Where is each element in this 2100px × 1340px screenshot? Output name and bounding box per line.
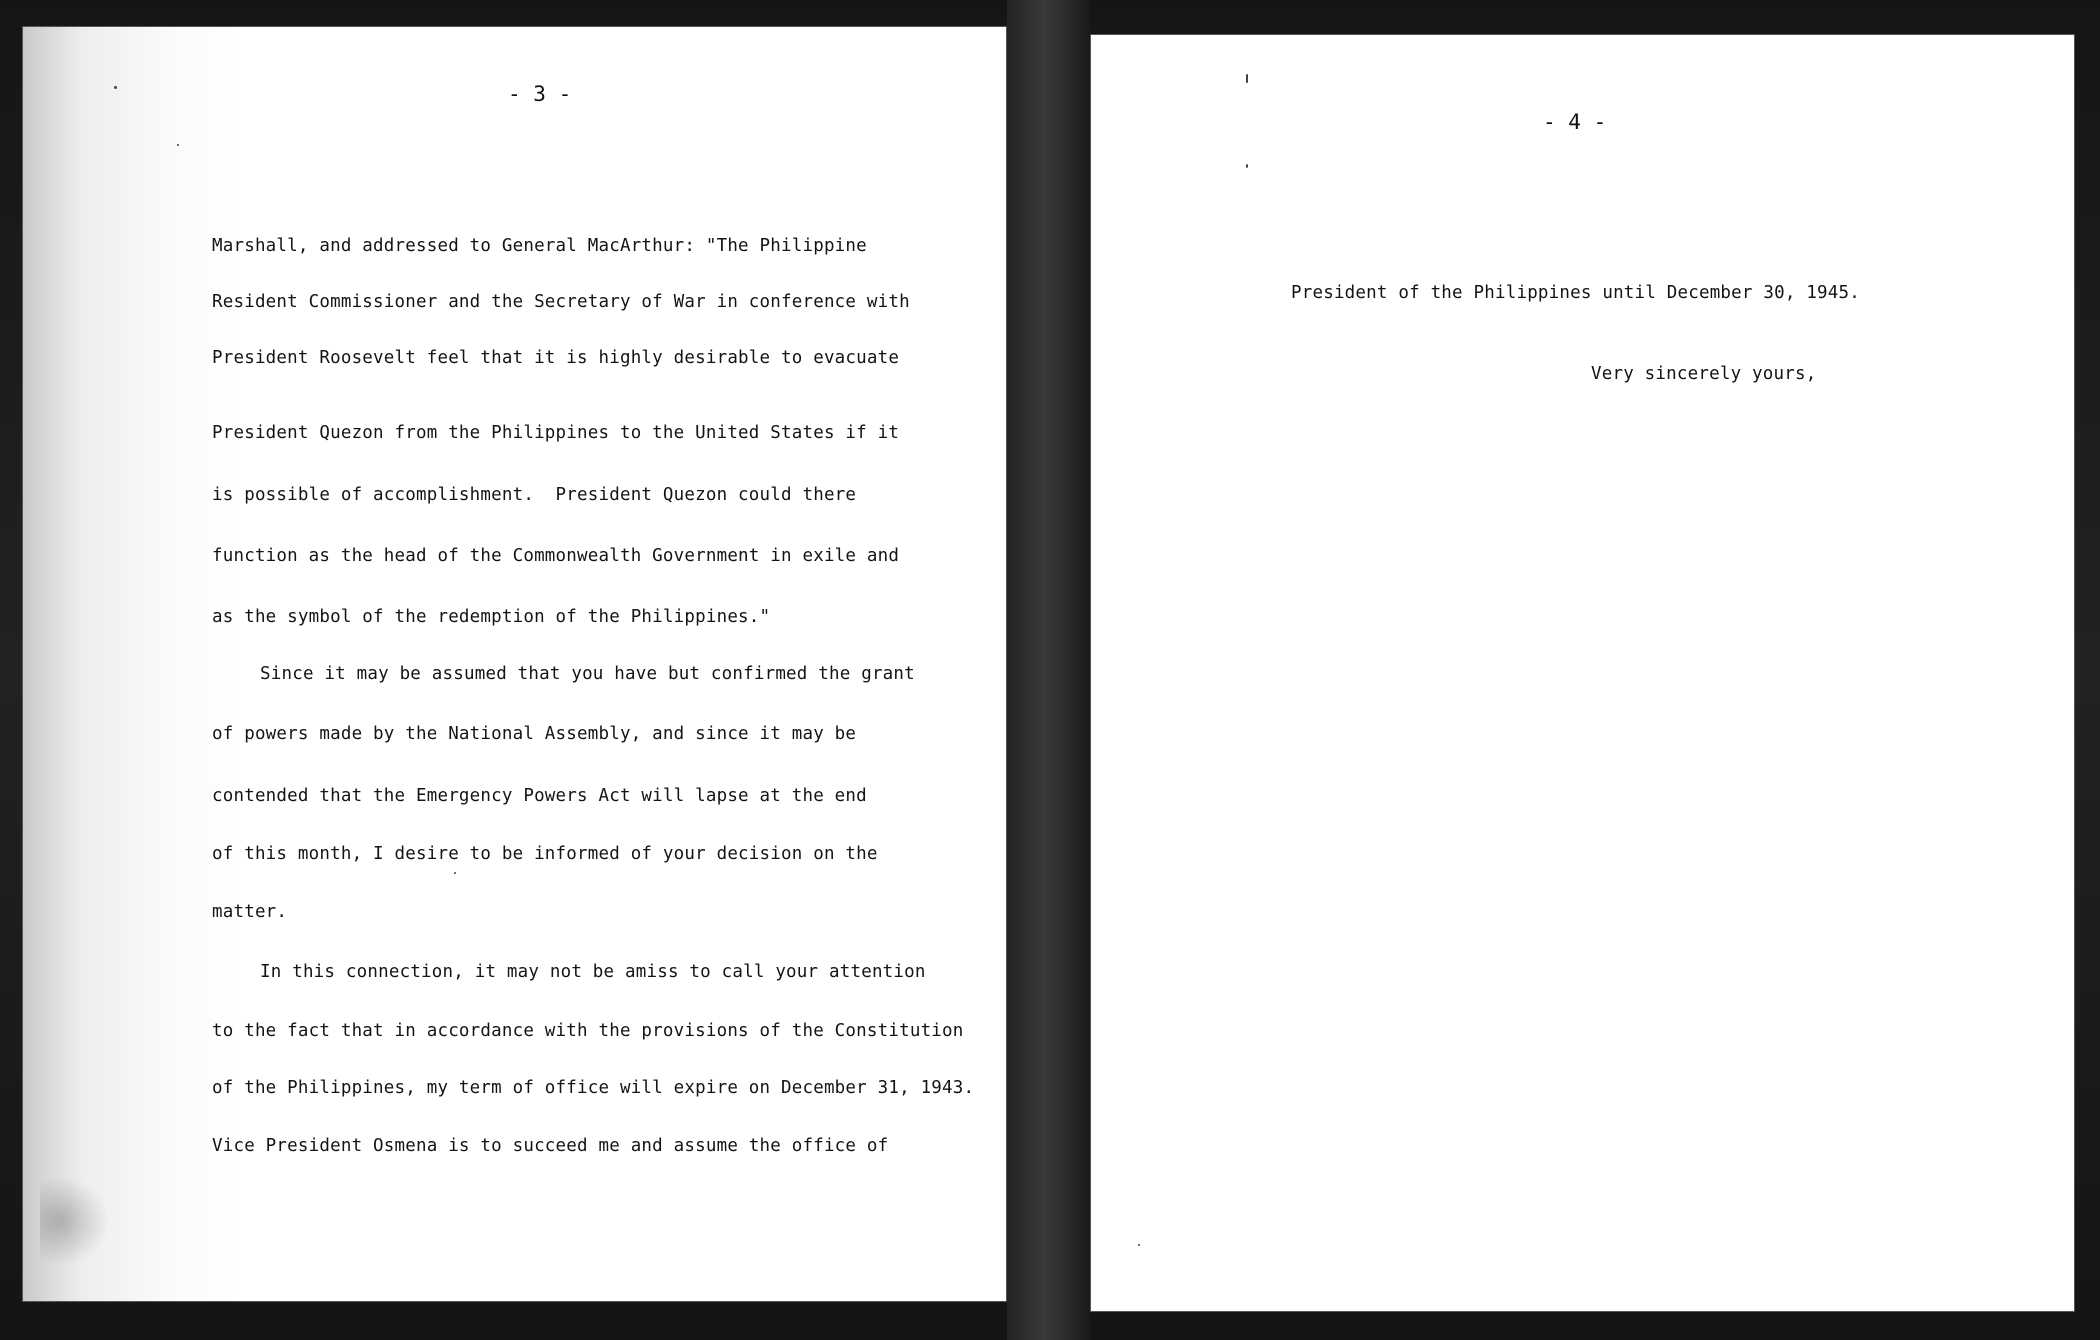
text-line: as the symbol of the redemption of the Philippines." — [212, 607, 771, 627]
document-page-3 — [22, 26, 1007, 1302]
text-line: to the fact that in accordance with the provisions of the Constitution — [212, 1021, 964, 1041]
text-line: contended that the Emergency Powers Act will lapse at the end — [212, 786, 867, 806]
closing-salutation: Very sincerely yours, — [1591, 364, 1817, 384]
page-number: - 3 - — [508, 82, 572, 106]
text-line: is possible of accomplishment. President Quezon could there — [212, 485, 857, 505]
text-line: of this month, I desire to be informed of your decision on the — [212, 844, 878, 864]
text-line: Marshall, and addressed to General MacArthur: "The Philippine — [212, 236, 867, 256]
text-line: Resident Commissioner and the Secretary of War in conference with — [212, 292, 910, 312]
text-line: President Roosevelt feel that it is highly desirable to evacuate — [212, 348, 900, 368]
scan-speck — [114, 86, 117, 89]
text-line: In this connection, it may not be amiss to call your attention — [260, 962, 926, 982]
book-gutter — [1007, 0, 1090, 1340]
text-line: President Quezon from the Philippines to the United States if it — [212, 423, 900, 443]
page-corner-smudge — [40, 1176, 110, 1266]
text-line: of powers made by the National Assembly, and since it may be — [212, 724, 857, 744]
text-line: of the Philippines, my term of office will expire on December 31, 1943. — [212, 1078, 975, 1098]
text-line: function as the head of the Commonwealth Government in exile and — [212, 546, 900, 566]
scan-speck — [454, 872, 456, 874]
scan-speck — [1246, 74, 1248, 83]
text-line: matter. — [212, 902, 288, 922]
scan-speck — [1246, 164, 1248, 168]
scan-speck — [177, 144, 179, 146]
text-line: President of the Philippines until December 30, 1945. — [1291, 283, 1861, 303]
text-line: Vice President Osmena is to succeed me and assume the office of — [212, 1136, 889, 1156]
page-number: - 4 - — [1543, 110, 1607, 134]
document-page-4 — [1090, 34, 2075, 1312]
text-line: Since it may be assumed that you have but confirmed the grant — [260, 664, 915, 684]
scan-speck — [1138, 1244, 1140, 1246]
